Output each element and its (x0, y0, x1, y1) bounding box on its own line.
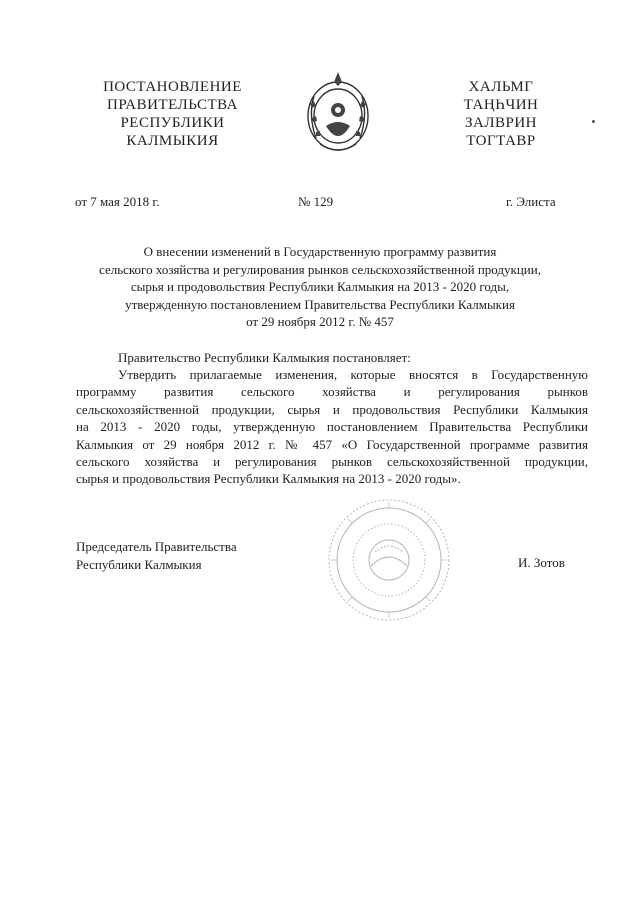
decree-city: г. Элиста (506, 194, 556, 209)
header-right-title (426, 78, 576, 150)
signer-title (76, 538, 237, 573)
body-line: Утвердить прилагаемые изменения, которые вносятся в Государственную (118, 367, 588, 382)
title-line: от 29 ноября 2012 г. № 457 (246, 314, 394, 329)
header-left-line: ПРАВИТЕЛЬСТВА (106, 97, 239, 113)
header-right-line: ЗАЛВРИН (464, 115, 538, 131)
header-right-line: ХАЛЬМГ (468, 79, 534, 95)
kalmykia-coat-of-arms-icon (298, 66, 378, 162)
header-left-title (70, 78, 275, 150)
body-line: сырья и продовольствия Республики Калмыкия на 2013 - 2020 годы». (76, 471, 461, 487)
header-left-line: ПОСТАНОВЛЕНИЕ (103, 79, 242, 95)
body-line: сельскохозяйственной продукции, сырья и продовольствия Республики Калмыкия (76, 401, 588, 417)
header-right-line: ТОГТАВР (466, 133, 536, 149)
decree-intro: Правительство Республики Калмыкия постановляет: (118, 350, 411, 365)
header-left-line: РЕСПУБЛИКИ (120, 115, 225, 131)
decree-date: от 7 мая 2018 г. (75, 194, 160, 209)
title-line: сырья и продовольствия Республики Калмыкия на 2013 - 2020 годы, (130, 279, 510, 294)
title-line: утвержденную постановлением Правительства Республики Калмыкия (125, 296, 515, 312)
decree-body (76, 366, 588, 488)
signer-name: И. Зотов (518, 555, 565, 570)
scan-speck (592, 120, 595, 123)
header-left-line: КАЛМЫКИЯ (126, 133, 219, 149)
signer-title-line: Председатель Правительства (76, 539, 237, 554)
body-line: Калмыкия от 29 ноября 2012 г. № 457 «О Государственной программе развития (76, 436, 588, 452)
decree-title (60, 243, 580, 331)
decree-number: № 129 (298, 194, 334, 209)
body-line: программу развития сельского хозяйства и регулирования рынков (76, 384, 588, 400)
title-line: О внесении изменений в Государственную программу развития (143, 244, 497, 259)
title-line: сельского хозяйства и регулирования рынков сельскохозяйственной продукции, (99, 261, 541, 277)
header-right-line: ТАҢҺЧИН (463, 97, 539, 113)
official-stamp-icon (325, 496, 453, 624)
body-line: сельского хозяйства и регулирования рынков сельскохозяйственной продукции, (76, 454, 588, 470)
body-line: на 2013 - 2020 годы, утвержденную постановлением Правительства Республики (76, 419, 588, 435)
signer-title-line: Республики Калмыкия (76, 556, 202, 572)
